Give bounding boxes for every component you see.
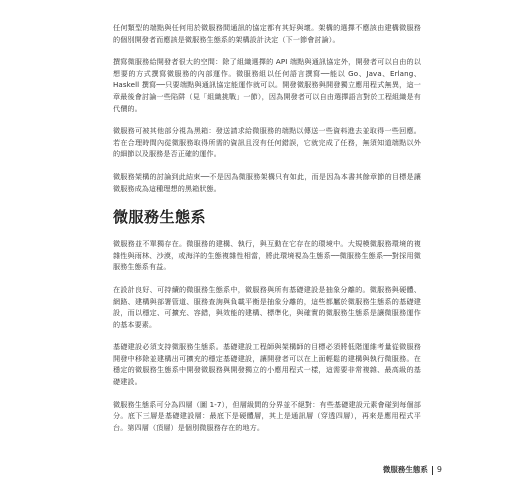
body-paragraph: 微服務並不單獨存在。微服務的建構、執行，與互動在它存在的環境中。大規模微服務環境的複雜性與雨林、沙漠，或海洋的生態複雜性相當，將此環境視為生態系──微服務生態系──對採用微服務生態系有益。 — [113, 239, 421, 272]
page-number: 9 — [436, 465, 442, 474]
body-paragraph: 任何類型的端點與任何用於微服務間通訊的協定都有其好與壞。架構的選擇不應該由建構微服務的個別開發者而應該是微服務生態系的架構設計決定（下一節會討論）。 — [113, 23, 421, 44]
body-paragraph: 微服務可被其他部分視為黑箱：發送請求給微服務的端點以傳送一些資料進去並取得一些回應。若在合理時間內從微服務取得所需的資訊且沒有任何錯誤，它就完成了任務，無須知道端點以外的細節以及服務是否正確的運作。 — [113, 126, 421, 159]
footer-chapter-title: 微服務生態系 — [382, 465, 428, 474]
body-paragraph: 微服務架構的討論到此結束──不是因為微服務架構只有如此，而是因為本書其餘章節的目標是讓微服務成為這種理想的黑箱狀態。 — [113, 171, 421, 193]
body-paragraph: 微服務生態系可分為四層（圖 1-7），但層級間的分界並不絕對：有些基礎建設元素會碰到每個部分。底下三層是基礎建設層：最底下是硬體層，其上是通訊層（穿透四層），再來是應用程式平台。第四層（頂層）是個別微服務存在的地方。 — [113, 399, 421, 432]
section-heading: 微服務生態系 — [113, 208, 207, 227]
body-paragraph: 基礎建設必須支持微服務生態系。基礎建設工程師與架構師的目標必須將低階運維考量從微服務開發中移除並建構出可擴充的穩定基礎建設，讓開發者可以在上面輕鬆的建構與執行微服務。在穩定的微服務生態系中開發微服務與開發獨立的小應用程式一樣，這需要非常複雜、最高級的基礎建設。 — [113, 342, 421, 387]
page-content — [113, 22, 421, 444]
footer-divider — [432, 466, 433, 475]
page-footer — [383, 465, 442, 475]
body-paragraph: 在設計良好、可持續的微服務生態系中，微服務與所有基礎建設是抽象分離的。微服務與硬體、網路、建構與部署管道、服務查詢與負載平衡是抽象分離的，這些都屬於微服務生態系的基礎建設，而以穩定、可擴充、容錯，與效能的建構、標準化，與確實的微服務生態系是讓微服務運作的基本要素。 — [113, 284, 421, 329]
body-paragraph: 撰寫微服務給開發者很大的空間：除了組織選擇的 API 端點與通訊協定外，開發者可以自由的以想要的方式撰寫微服務的內部運作。微服務組以任何語言撰寫──能以 Go、Java、Erlang、Haskell 撰寫──只要端點與通訊協定能運作就可以。開發微服務與開發獨立應用程式無異，這一章最後會討論一些陷阱（見「組織挑戰」一節），因為開發者可以自由選擇語言對於工程組織是有代價的。 — [113, 57, 421, 113]
